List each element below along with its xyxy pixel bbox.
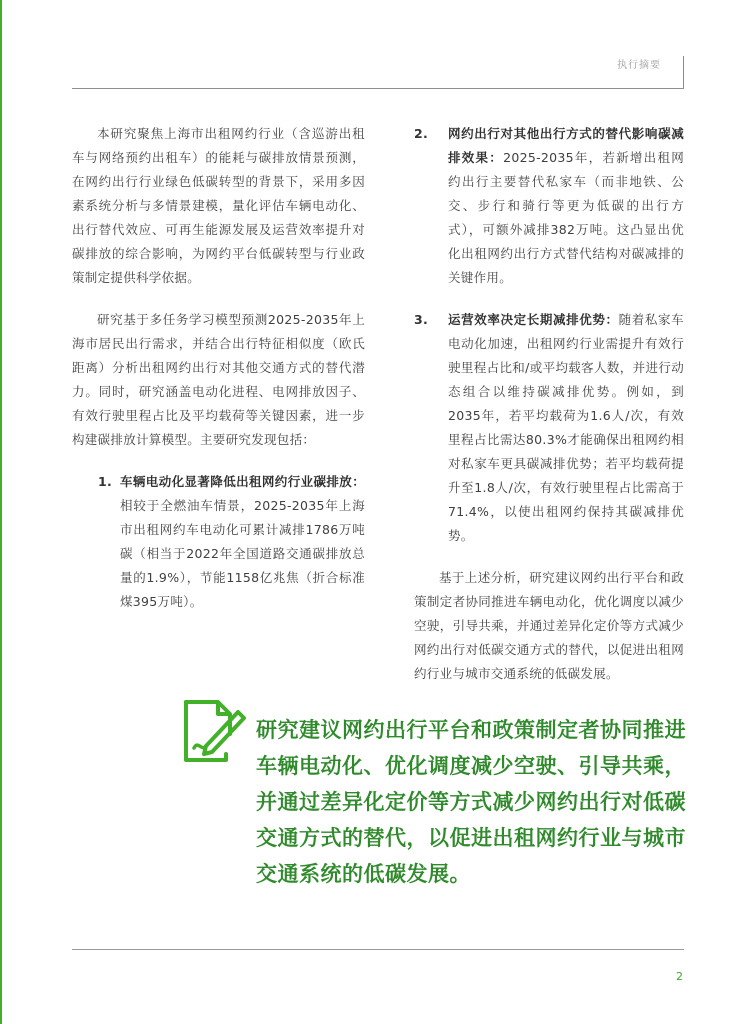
footer-rule [72,949,684,950]
callout-text: 研究建议网约出行平台和政策制定者协同推进车辆电动化、优化调度减少空驶、引导共乘，并通过差异化定价等方式减少网约出行对低碳交通方式的替代，以促进出租网约行业与城市交通系统的低碳发展。 [256,718,686,886]
finding-lead: 网约出行对其他出行方式的替代影响碳减排效果： [448,126,684,165]
finding-body: 2025-2035年，若新增出租网约出行主要替代私家车（而非地铁、公交、步行和骑行等更为低碳的出行方式），可额外减排382万吨。这凸显出优化出租网约出行方式替代结构对碳减排的关键作用。 [448,150,685,285]
intro-paragraph: 本研究聚焦上海市出租网约行业（含巡游出租车与网络预约出租车）的能耗与碳排放情景预测，在网约出行行业绿色低碳转型的背景下，采用多因素系统分析与多情景建模，量化评估车辆电动化、出行替代效应、可再生能源发展及运营效率提升对碳排放的综合影响，为网约平台低碳转型与行业政策制定提供科学依据。 [72,126,365,285]
left-accent-line [0,0,2,1024]
finding-number: 3. [414,312,429,327]
finding-item-2 [414,122,684,290]
finding-number: 1. [98,474,113,489]
finding-lead: 车辆电动化显著降低出租网约行业碳排放： [120,474,365,489]
method-paragraph: 研究基于多任务学习模型预测2025-2035年上海市居民出行需求，并结合出行特征相似度（欧氏距离）分析出租网约出行对其他交通方式的替代潜力。同时，研究涵盖电动化进程、电网排放因子、有效行驶里程占比及平均载荷等关键因素，进一步构建碳排放计算模型。主要研究发现包括： [72,312,365,447]
section-label: 执行摘要 [617,60,661,71]
finding-number: 2. [414,126,429,141]
left-column [72,122,365,632]
edit-note-icon [168,690,248,770]
finding-item-1 [72,470,365,614]
page-number: 2 [676,970,683,983]
header-divider-tick [683,56,684,88]
finding-body: 相较于全燃油车情景，2025-2035年上海市出租网约车电动化可累计减排1786万吨碳（相当于2022年全国道路交通碳排放总量的1.9%），节能1158亿兆焦（折合标准煤395万吨）。 [120,498,365,609]
finding-item-3 [414,308,684,548]
finding-body: 随着私家车电动化加速，出租网约行业需提升有效行驶里程占比和/或平均载客人数，并进行动态组合以维持碳减排优势。例如，到2035年，若平均载荷为1.6人/次，有效里程占比需达80.3%才能确保出租网约相对私家车更具碳减排优势；若平均载荷提升至1.8人/次，有效行驶里程占比需高于71.4%，以使出租网约保持其碳减排优势。 [448,312,684,543]
header-rule [72,88,684,89]
conclusion-paragraph: 基于上述分析，研究建议网约出行平台和政策制定者协同推进车辆电动化，优化调度以减少空驶，引导共乘，并通过差异化定价等方式减少网约出行对低碳交通方式的替代，以促进出租网约行业与城市交通系统的低碳发展。 [414,570,684,681]
finding-lead: 运营效率决定长期减排优势： [448,312,619,327]
right-column [414,122,684,704]
